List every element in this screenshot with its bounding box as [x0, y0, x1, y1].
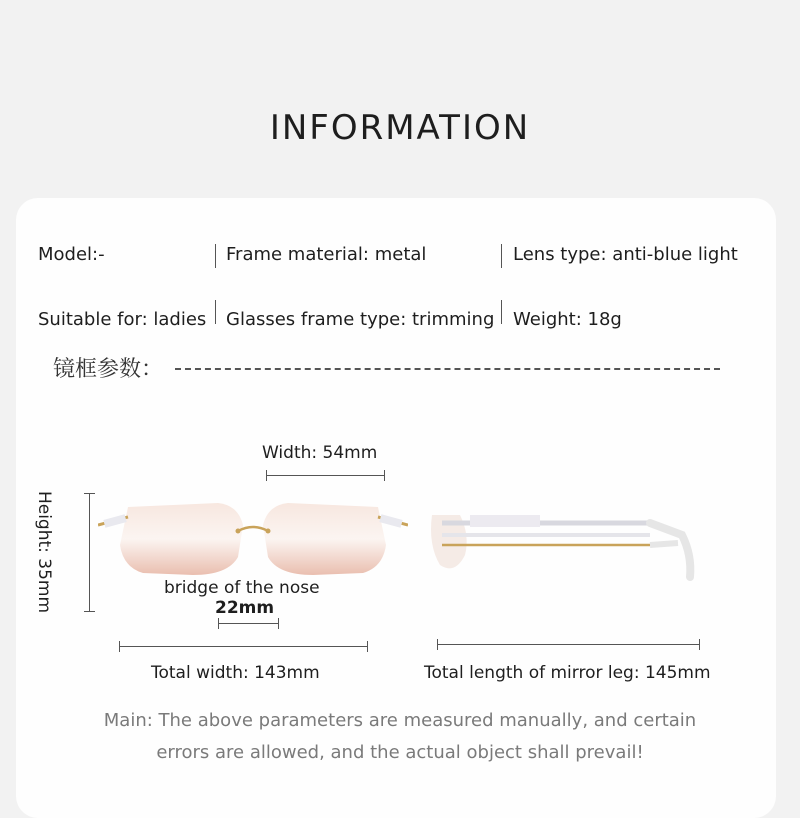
glasses-front-image: [98, 495, 408, 585]
tick: [218, 618, 219, 629]
tick: [119, 641, 120, 652]
bridge-label: bridge of the nose: [164, 578, 320, 598]
divider: [215, 300, 216, 324]
spec-suitable-for: Suitable for: ladies: [38, 309, 207, 330]
width-dimension-line: [266, 475, 384, 476]
tick: [266, 470, 267, 481]
frame-parameters-heading: 镜框参数：: [53, 357, 164, 382]
tick: [367, 641, 368, 652]
tick: [278, 618, 279, 629]
spec-frame-type: Glasses frame type: trimming: [226, 309, 495, 330]
spec-model: Model:-: [38, 244, 105, 265]
page-title: INFORMATION: [269, 108, 531, 148]
spec-lens-type: Lens type: anti-blue light: [513, 244, 738, 265]
height-label: Height: 35mm: [34, 490, 54, 614]
spec-weight: Weight: 18g: [513, 309, 622, 330]
dashed-divider: [175, 368, 720, 370]
divider: [501, 300, 502, 324]
divider: [501, 244, 502, 268]
glasses-side-image: [420, 495, 720, 595]
leg-length-label: Total length of mirror leg: 145mm: [424, 663, 711, 683]
note-line-2: errors are allowed, and the actual object shall prevail!: [156, 742, 644, 763]
tick: [699, 639, 700, 650]
note-line-1: Main: The above parameters are measured manually, and certain: [103, 710, 697, 731]
tick: [84, 493, 95, 494]
bridge-value: 22mm: [215, 598, 275, 618]
leg-length-dimension-line: [437, 644, 699, 645]
height-dimension-line: [89, 493, 90, 611]
spec-frame-material: Frame material: metal: [226, 244, 427, 265]
tick: [384, 470, 385, 481]
tick: [84, 611, 95, 612]
divider: [215, 244, 216, 268]
total-width-label: Total width: 143mm: [151, 663, 320, 683]
bridge-dimension-line: [218, 623, 278, 624]
tick: [437, 639, 438, 650]
total-width-dimension-line: [119, 646, 367, 647]
width-label: Width: 54mm: [262, 443, 378, 463]
